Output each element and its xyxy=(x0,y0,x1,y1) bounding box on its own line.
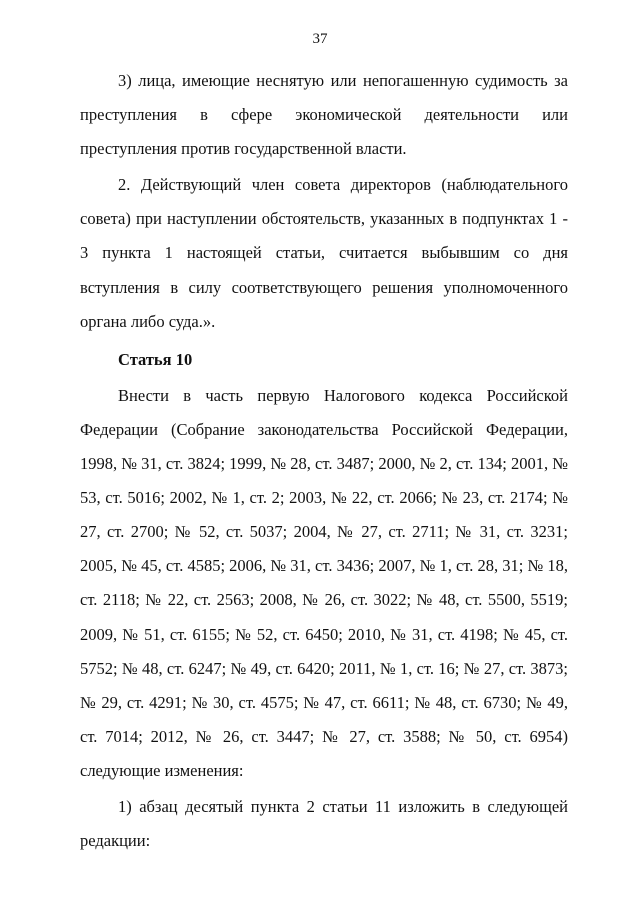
document-body xyxy=(80,64,568,858)
article-heading: Статья 10 xyxy=(118,349,193,369)
paragraph-change-1: 1) абзац десятый пункта 2 статьи 11 изложить в следующей редакции: xyxy=(80,796,568,851)
paragraph-item-3: 3) лица, имеющие неснятую или непогашенную судимость за преступления в сфере экономической деятельности или преступления против государственной власти. xyxy=(80,71,568,159)
paragraph-article-intro: Внести в часть первую Налогового кодекса Российской Федерации (Собрание законодательства Российской Федерации, 1998, № 31, ст. 3824; 1999, № 28, ст. 3487; 2000, № 2, ст. 134; 2001, № 53, ст. 5016; 2002, № 1, ст. 2; 2003, № 22, ст. 2066; № 23, ст. 2174; № 27, ст. 2700; № 52, ст. 5037; 2004, № 27, ст. 2711; № 31, ст. 3231; 2005, № 45, ст. 4585; 2006, № 31, ст. 3436; 2007, № 1, ст. 28, 31; № 18, ст. 2118; № 22, ст. 2563; 2008, № 26, ст. 3022; № 48, ст. 5500, 5519; 2009, № 51, ст. 6155; № 52, ст. 6450; 2010, № 31, ст. 4198; № 45, ст. 5752; № 48, ст. 6247; № 49, ст. 6420; 2011, № 1, ст. 16; № 27, ст. 3873; № 29, ст. 4291; № 30, ст. 4575; № 47, ст. 6611; № 48, ст. 6730; № 49, ст. 7014; 2012, № 26, ст. 3447; № 27, ст. 3588; № 50, ст. 6954) следующие изменения: xyxy=(80,385,568,780)
paragraph-point-2: 2. Действующий член совета директоров (наблюдательного совета) при наступлении обстоятельств, указанных в подпунктах 1 - 3 пункта 1 настоящей статьи, считается выбывшим со дня вступления в силу соответствующего решения уполномоченного органа либо суда.». xyxy=(80,175,568,331)
page-number: 37 xyxy=(312,31,328,47)
